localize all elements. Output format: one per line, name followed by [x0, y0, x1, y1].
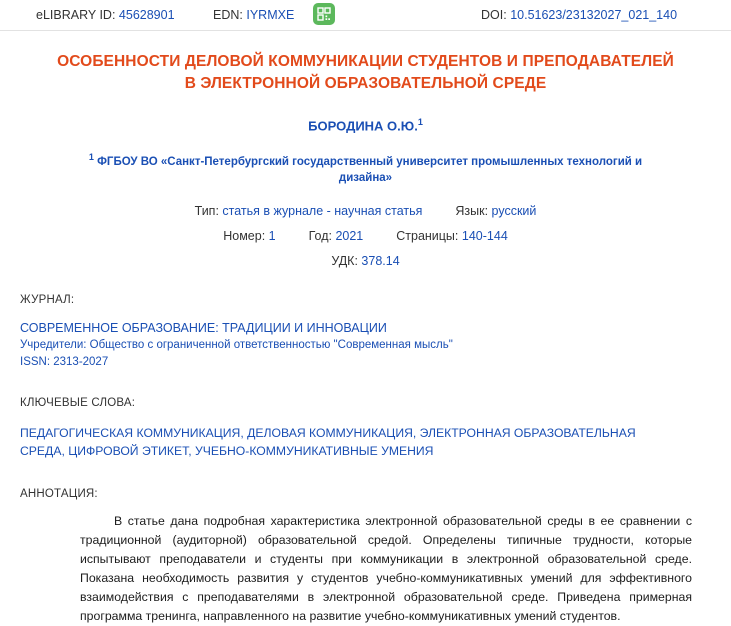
elibrary-id [36, 8, 175, 22]
meta-udk [20, 254, 711, 268]
number-value[interactable]: 1 [268, 229, 276, 244]
journal-section-label: ЖУРНАЛ: [20, 294, 75, 307]
meta-issue-year-pages [20, 229, 711, 243]
keywords-section-label: КЛЮЧЕВЫЕ СЛОВА: [20, 397, 136, 410]
doi-value[interactable]: 10.51623/23132027_021_140 [510, 8, 678, 22]
doi-label: DOI: [481, 8, 507, 22]
page-title: ОСОБЕННОСТИ ДЕЛОВОЙ КОММУНИКАЦИИ СТУДЕНТОВ И ПРЕПОДАВАТЕЛЕЙ В ЭЛЕКТРОННОЙ ОБРАЗОВАТЕЛЬНОЙ СРЕДЕ [57, 53, 674, 92]
pages-label: Страницы: [396, 229, 459, 244]
affiliation-text: ФГБОУ ВО «Санкт-Петербургский государственный университет промышленных технологий и дизайна» [97, 156, 643, 185]
doi [481, 8, 677, 22]
edn-value[interactable]: IYRMXE [246, 8, 295, 22]
keywords-list[interactable]: ПЕДАГОГИЧЕСКАЯ КОММУНИКАЦИЯ, ДЕЛОВАЯ КОММУНИКАЦИЯ, ЭЛЕКТРОННАЯ ОБРАЗОВАТЕЛЬНАЯ СРЕДА, ЦИФРОВОЙ ЭТИКЕТ, УЧЕБНО-КОММУНИКАТИВНЫЕ УМЕНИЯ [20, 426, 636, 459]
pages-value[interactable]: 140-144 [461, 229, 508, 244]
keywords-section [20, 397, 711, 460]
language-value[interactable]: русский [491, 204, 537, 219]
udk-value[interactable]: 378.14 [361, 254, 400, 269]
type-label: Тип: [194, 204, 219, 219]
journal-issn: ISSN: 2313-2027 [20, 356, 109, 369]
year-value[interactable]: 2021 [335, 229, 364, 244]
document-body [0, 51, 731, 626]
abstract-text: В статье дана подробная характеристика электронной образовательной среды в ее сравнении с традиционной (аудиторной) образовательной средой. Определены типичные трудности, которые испытывают преподаватели и студенты при коммуникации в электронной образовательной среде. Показана необходимость развития у студентов учебно-коммуникативных умений для эффективного взаимодействия с преподавателями в электронной образовательной среде. Приведена примерная программа тренинга, направленного на развитие учебно-коммуникативных умений студентов. [80, 514, 692, 624]
elibrary-id-label: eLIBRARY ID: [36, 8, 116, 22]
author-affiliation-marker: 1 [417, 117, 423, 127]
edn-label: EDN: [213, 8, 243, 22]
elibrary-id-value[interactable]: 45628901 [118, 8, 175, 22]
qr-code-icon[interactable] [313, 3, 335, 25]
affiliation-marker: 1 [88, 152, 94, 163]
author-name[interactable] [20, 117, 711, 133]
abstract-section-label: АННОТАЦИЯ: [20, 488, 98, 501]
journal-details [20, 320, 711, 371]
author-label: БОРОДИНА О.Ю. [308, 118, 418, 134]
year-label: Год: [308, 229, 332, 244]
journal-name[interactable]: СОВРЕМЕННОЕ ОБРАЗОВАНИЕ: ТРАДИЦИИ И ИННОВАЦИИ [20, 321, 387, 336]
edn [213, 8, 294, 22]
document-header-bar [0, 0, 731, 31]
affiliation [71, 149, 661, 186]
udk-label: УДК: [331, 254, 358, 269]
meta-type-language [20, 204, 711, 218]
journal-founders: Учредители: Общество с ограниченной ответственностью "Современная мысль" [20, 339, 453, 352]
number-label: Номер: [223, 229, 266, 244]
language-label: Язык: [455, 204, 489, 219]
type-value[interactable]: статья в журнале - научная статья [222, 204, 423, 219]
journal-section [20, 294, 711, 371]
